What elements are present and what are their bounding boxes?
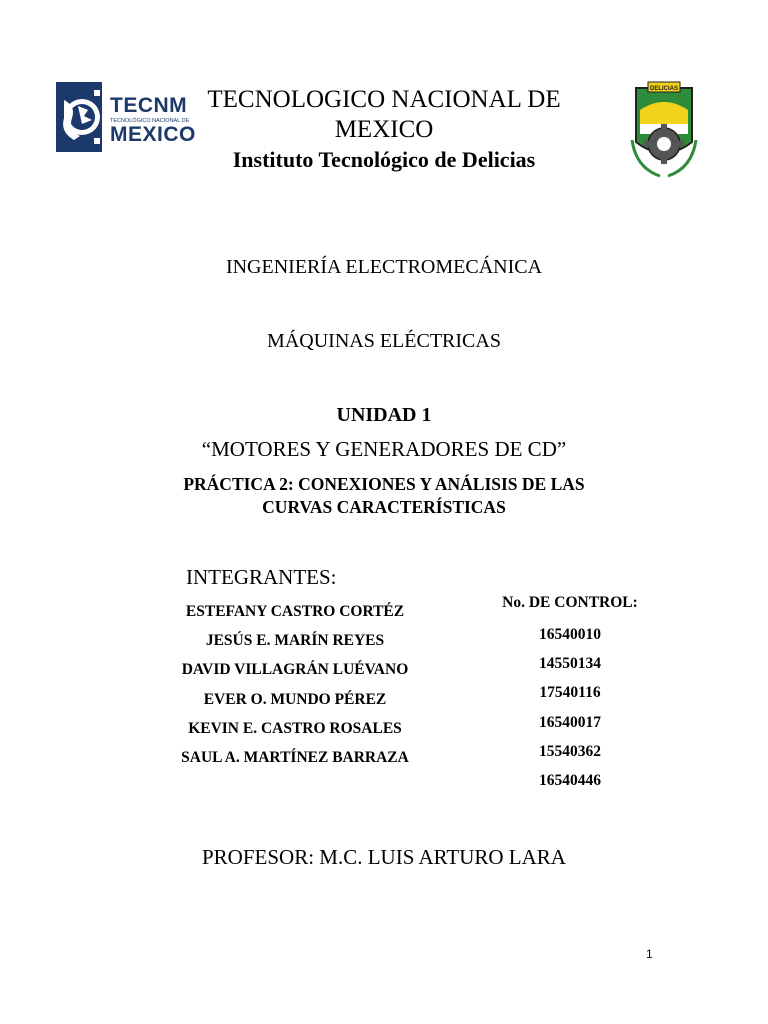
career-title: INGENIERÍA ELECTROMECÁNICA bbox=[225, 256, 543, 278]
institute-name: Instituto Tecnológico de Delicias bbox=[232, 147, 536, 172]
control-number: 16540010 bbox=[539, 626, 601, 643]
practice-title-line2: CURVAS CARACTERÍSTICAS bbox=[262, 497, 506, 517]
member-name: JESÚS E. MARÍN REYES bbox=[205, 632, 385, 650]
tecnm-gear-icon bbox=[54, 80, 104, 154]
control-number-heading: No. DE CONTROL: bbox=[502, 594, 638, 611]
member-name: SAUL A. MARTÍNEZ BARRAZA bbox=[181, 748, 409, 766]
institution-title-line1: TECNOLOGICO NACIONAL DE bbox=[207, 86, 561, 113]
unit-label: UNIDAD 1 bbox=[336, 404, 432, 426]
crest-banner-text: DELICIAS bbox=[649, 86, 679, 92]
institution-title-line2: MEXICO bbox=[334, 116, 434, 143]
members-list bbox=[120, 601, 470, 776]
control-number: 14550134 bbox=[539, 655, 601, 673]
delicias-crest-icon bbox=[626, 80, 702, 182]
tecnm-logo-subtext: TECNOLÓGICO NACIONAL DE bbox=[110, 118, 190, 124]
member-name: DAVID VILLAGRÁN LUÉVANO bbox=[181, 661, 409, 679]
practice-title-line1: PRÁCTICA 2: CONEXIONES Y ANÁLISIS DE LAS bbox=[183, 474, 585, 494]
control-number: 15540362 bbox=[539, 742, 601, 760]
member-name: KEVIN E. CASTRO ROSALES bbox=[188, 719, 402, 737]
members-heading: INTEGRANTES: bbox=[186, 565, 337, 589]
tecnm-logo-country: MEXICO bbox=[110, 123, 196, 146]
member-name: ESTEFANY CASTRO CORTÉZ bbox=[185, 603, 405, 620]
professor-line: PROFESOR: M.C. LUIS ARTURO LARA bbox=[202, 845, 566, 869]
control-number: 16540446 bbox=[539, 771, 601, 789]
page-number: 1 bbox=[646, 947, 653, 961]
member-name: EVER O. MUNDO PÉREZ bbox=[203, 690, 387, 708]
tecnm-logo-text: TECNM bbox=[110, 94, 188, 117]
subject-title: MÁQUINAS ELÉCTRICAS bbox=[267, 330, 501, 352]
control-number-list bbox=[460, 624, 680, 799]
control-number: 16540017 bbox=[539, 713, 601, 731]
unit-title: “MOTORES Y GENERADORES DE CD” bbox=[201, 437, 567, 461]
control-number: 17540116 bbox=[539, 684, 601, 702]
